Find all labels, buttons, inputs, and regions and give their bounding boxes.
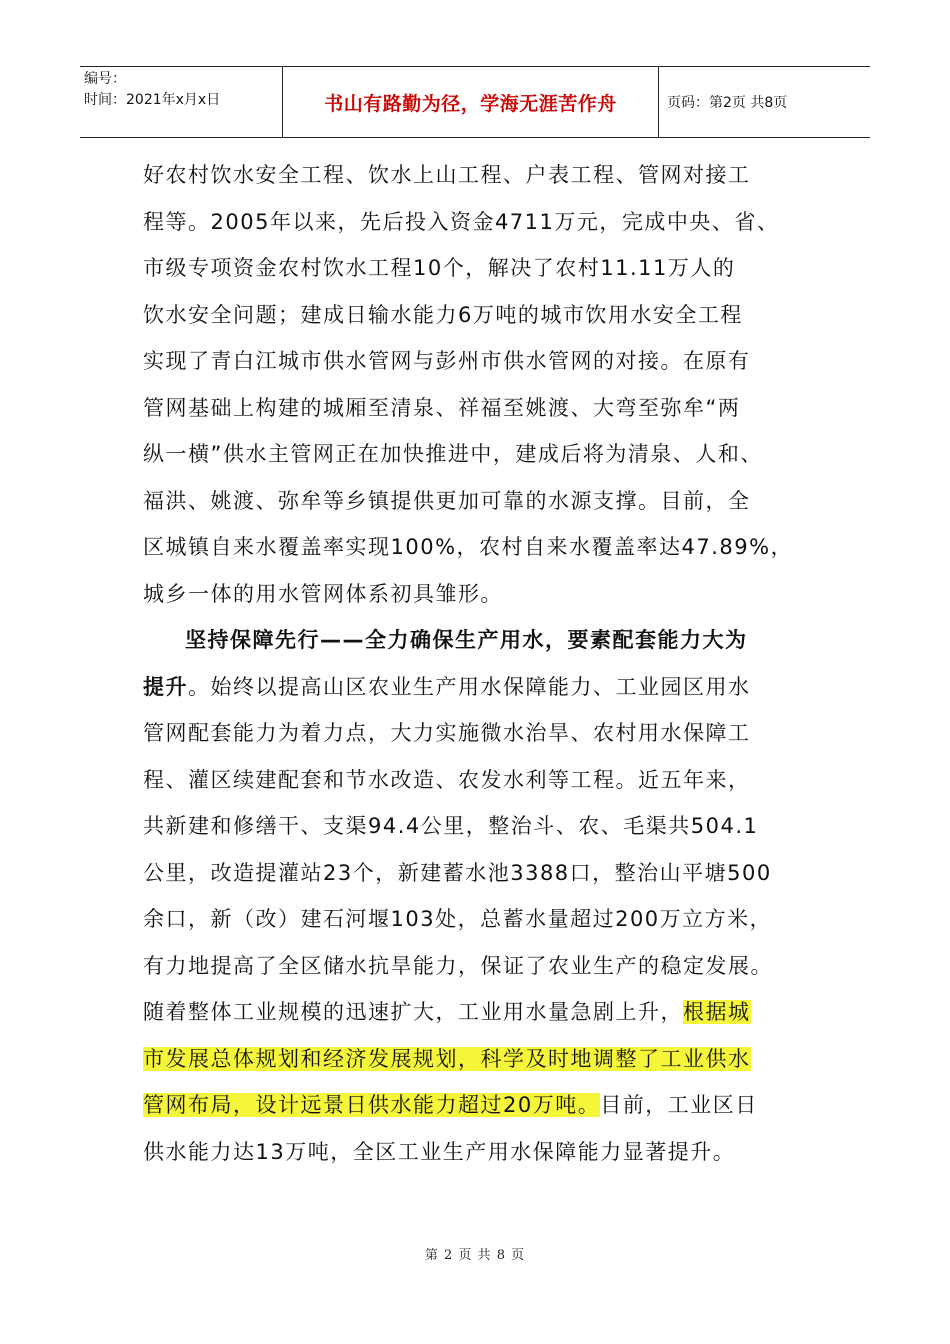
text-line: 程、灌区续建配套和节水改造、农发水利等工程。近五年来， — [143, 767, 751, 792]
section-heading-end: 提升 — [143, 674, 188, 699]
time-label: 时间：2021年x月x日 — [84, 92, 221, 108]
header-meta — [80, 67, 283, 137]
page-footer: 第 2 页 共 8 页 — [424, 1248, 526, 1263]
text-segment: 目前，工业区日 — [600, 1093, 758, 1117]
text-line — [143, 1082, 818, 1129]
text-line: 好农村饮水安全工程、饮水上山工程、户表工程、管网对接工 — [143, 163, 751, 187]
text-line: 共新建和修缮干、支渠94.4公里，整治斗、农、毛渠共504.1 — [143, 814, 759, 838]
text-line: 管网基础上构建的城厢至清泉、祥福至姚渡、大弯至弥牟“两 — [143, 395, 741, 420]
text-line: 供水能力达13万吨，全区工业生产用水保障能力显著提升。 — [143, 1139, 736, 1164]
section-heading: 坚持保障先行——全力确保生产用水，要素配套能力大为 — [185, 628, 748, 652]
text-segment: 。始终以提高山区农业生产用水保障能力、工业园区用水 — [188, 674, 751, 699]
paragraph-1 — [143, 152, 818, 617]
page-header — [80, 66, 870, 138]
text-line: 纵一横”供水主管网正在加快推进中，建成后将为清泉、人和、 — [143, 442, 763, 466]
text-line: 区城镇自来水覆盖率实现100%，农村自来水覆盖率达47.89%， — [143, 535, 794, 559]
text-line: 城乡一体的用水管网体系初具雏形。 — [143, 581, 503, 606]
text-line: 公里，改造提灌站23个，新建蓄水池3388口，整治山平塘500 — [143, 860, 772, 885]
paragraph-2 — [143, 617, 818, 1175]
text-line — [143, 989, 818, 1036]
text-line: 程等。2005年以来，先后投入资金4711万元，完成中央、省、 — [143, 209, 780, 234]
number-label: 编号： — [84, 71, 126, 87]
document-body — [143, 152, 818, 1175]
text-line: 有力地提高了全区储水抗旱能力，保证了农业生产的稳定发展。 — [143, 953, 773, 978]
text-line: 管网配套能力为着力点，大力实施微水治旱、农村用水保障工 — [143, 721, 751, 745]
text-line — [143, 664, 818, 711]
text-line: 福洪、姚渡、弥牟等乡镇提供更加可靠的水源支撑。目前，全 — [143, 488, 751, 513]
highlighted-text: 管网布局，设计远景日供水能力超过20万吨。 — [143, 1093, 601, 1117]
text-segment: 随着整体工业规模的迅速扩大，工业用水量急剧上升， — [143, 1000, 683, 1024]
text-line: 余口，新（改）建石河堰103处，总蓄水量超过200万立方米， — [143, 907, 773, 931]
text-line: 实现了青白江城市供水管网与彭州市供水管网的对接。在原有 — [143, 349, 751, 373]
header-motto: 书山有路勤为径，学海无涯苦作舟 — [283, 67, 659, 137]
header-page-info: 页码：第2页 共8页 — [667, 95, 788, 111]
text-line: 饮水安全问题；建成日输水能力6万吨的城市饮用水安全工程 — [143, 302, 743, 327]
highlighted-text: 根据城 — [683, 1000, 751, 1024]
text-line: 市级专项资金农村饮水工程10个，解决了农村11.11万人的 — [143, 256, 736, 280]
highlighted-text: 市发展总体规划和经济发展规划，科学及时地调整了工业供水 — [143, 1046, 751, 1071]
text-line — [143, 1036, 818, 1083]
